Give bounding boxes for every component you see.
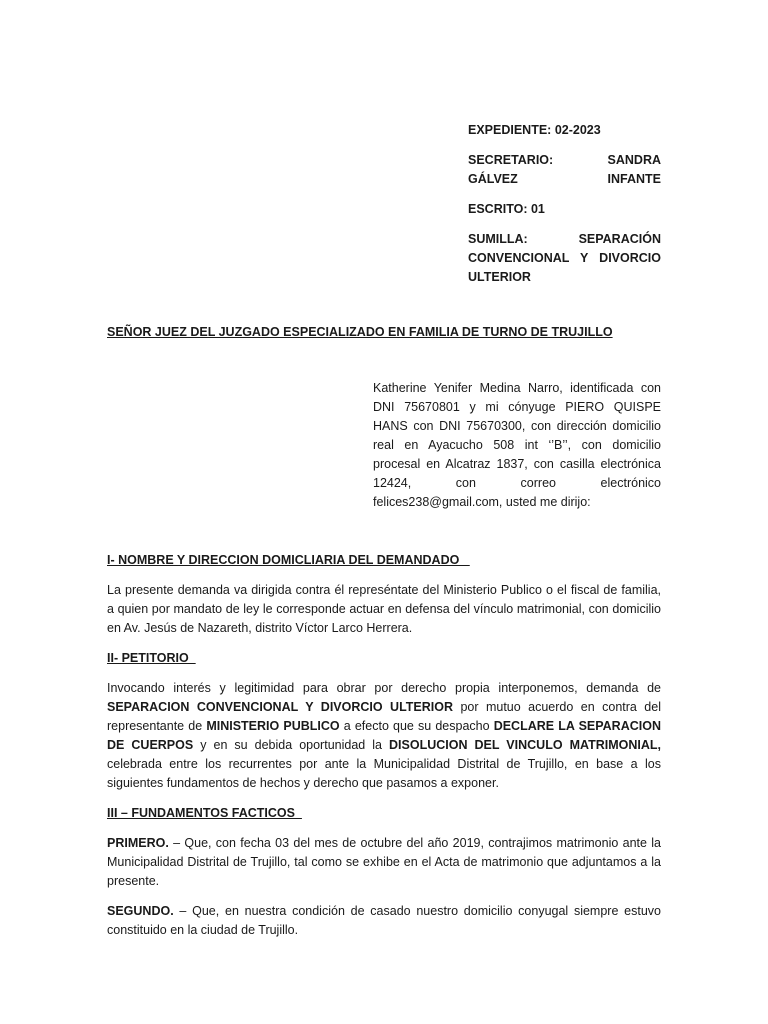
petitorio-bold-1: SEPARACION CONVENCIONAL Y DIVORCIO ULTERIOR — [107, 700, 454, 714]
petitorio-text-2: por mutuo acuerdo en contra del representante de — [107, 700, 661, 733]
petitorio-text-1: Invocando interés y legitimidad para obrar por derecho propia interponemos, demanda de — [107, 681, 661, 695]
petitorio-text-4: y en su debida oportunidad la — [193, 738, 390, 752]
petitorio-bold-4: DISOLUCION DEL VINCULO MATRIMONIAL, — [389, 738, 661, 752]
document-title: SEÑOR JUEZ DEL JUZGADO ESPECIALIZADO EN FAMILIA DE TURNO DE TRUJILLO — [107, 325, 613, 339]
segundo-text: – Que, en nuestra condición de casado nuestro domicilio conyugal siempre estuvo constituido en la ciudad de Trujillo. — [107, 904, 661, 937]
secretario-line: SECRETARIO: SANDRA GÁLVEZ INFANTE — [468, 153, 661, 186]
expediente-line: EXPEDIENTE: 02-2023 — [468, 123, 601, 137]
segundo-label: SEGUNDO. — [107, 904, 174, 918]
paragraph-segundo — [107, 902, 661, 940]
petitorio-bold-3: DECLARE LA SEPARACION DE CUERPOS — [107, 719, 661, 752]
primero-label: PRIMERO. — [107, 836, 169, 850]
section-heading-petitorio: II- PETITORIO — [107, 651, 196, 665]
case-header — [468, 121, 661, 298]
document-body — [107, 551, 661, 951]
primero-text: – Que, con fecha 03 del mes de octubre del año 2019, contrajimos matrimonio ante la Municipalidad Distrital de Trujillo, tal como se exhibe en el Acta de matrimonio que adjuntamos a la presente. — [107, 836, 661, 888]
escrito-line: ESCRITO: 01 — [468, 202, 545, 216]
petitorio-text-5: celebrada entre los recurrentes por ante la Municipalidad Distrital de Trujillo, en base a los siguientes fundamentos de hechos y derecho que pasamos a exponer. — [107, 757, 661, 790]
petitorio-bold-2: MINISTERIO PUBLICO — [206, 719, 340, 733]
sumilla-line: SUMILLA: SEPARACIÓN CONVENCIONAL Y DIVORCIO ULTERIOR — [468, 232, 661, 284]
paragraph-demandado: La presente demanda va dirigida contra él represéntate del Ministerio Publico o el fiscal de familia, a quien por mandato de ley le corresponde actuar en defensa del vínculo matrimonial, con domicilio en Av. Jesús de Nazareth, distrito Víctor Larco Herrera. — [107, 583, 661, 635]
section-heading-fundamentos: III – FUNDAMENTOS FACTICOS — [107, 806, 302, 820]
paragraph-primero — [107, 834, 661, 891]
paragraph-petitorio — [107, 679, 661, 793]
section-heading-demandado: I- NOMBRE Y DIRECCION DOMICLIARIA DEL DEMANDADO — [107, 553, 470, 567]
petitioner-intro: Katherine Yenifer Medina Narro, identificada con DNI 75670801 y mi cónyuge PIERO QUISPE HANS con DNI 75670300, con dirección domicilio real en Ayacucho 508 int ‘’B’’, con domicilio procesal en Alcatraz 1837, con casilla electrónica 12424, con correo electrónico felices238@gmail.com, usted me dirijo: — [373, 381, 661, 509]
petitorio-text-3: a efecto que su despacho — [339, 719, 494, 733]
